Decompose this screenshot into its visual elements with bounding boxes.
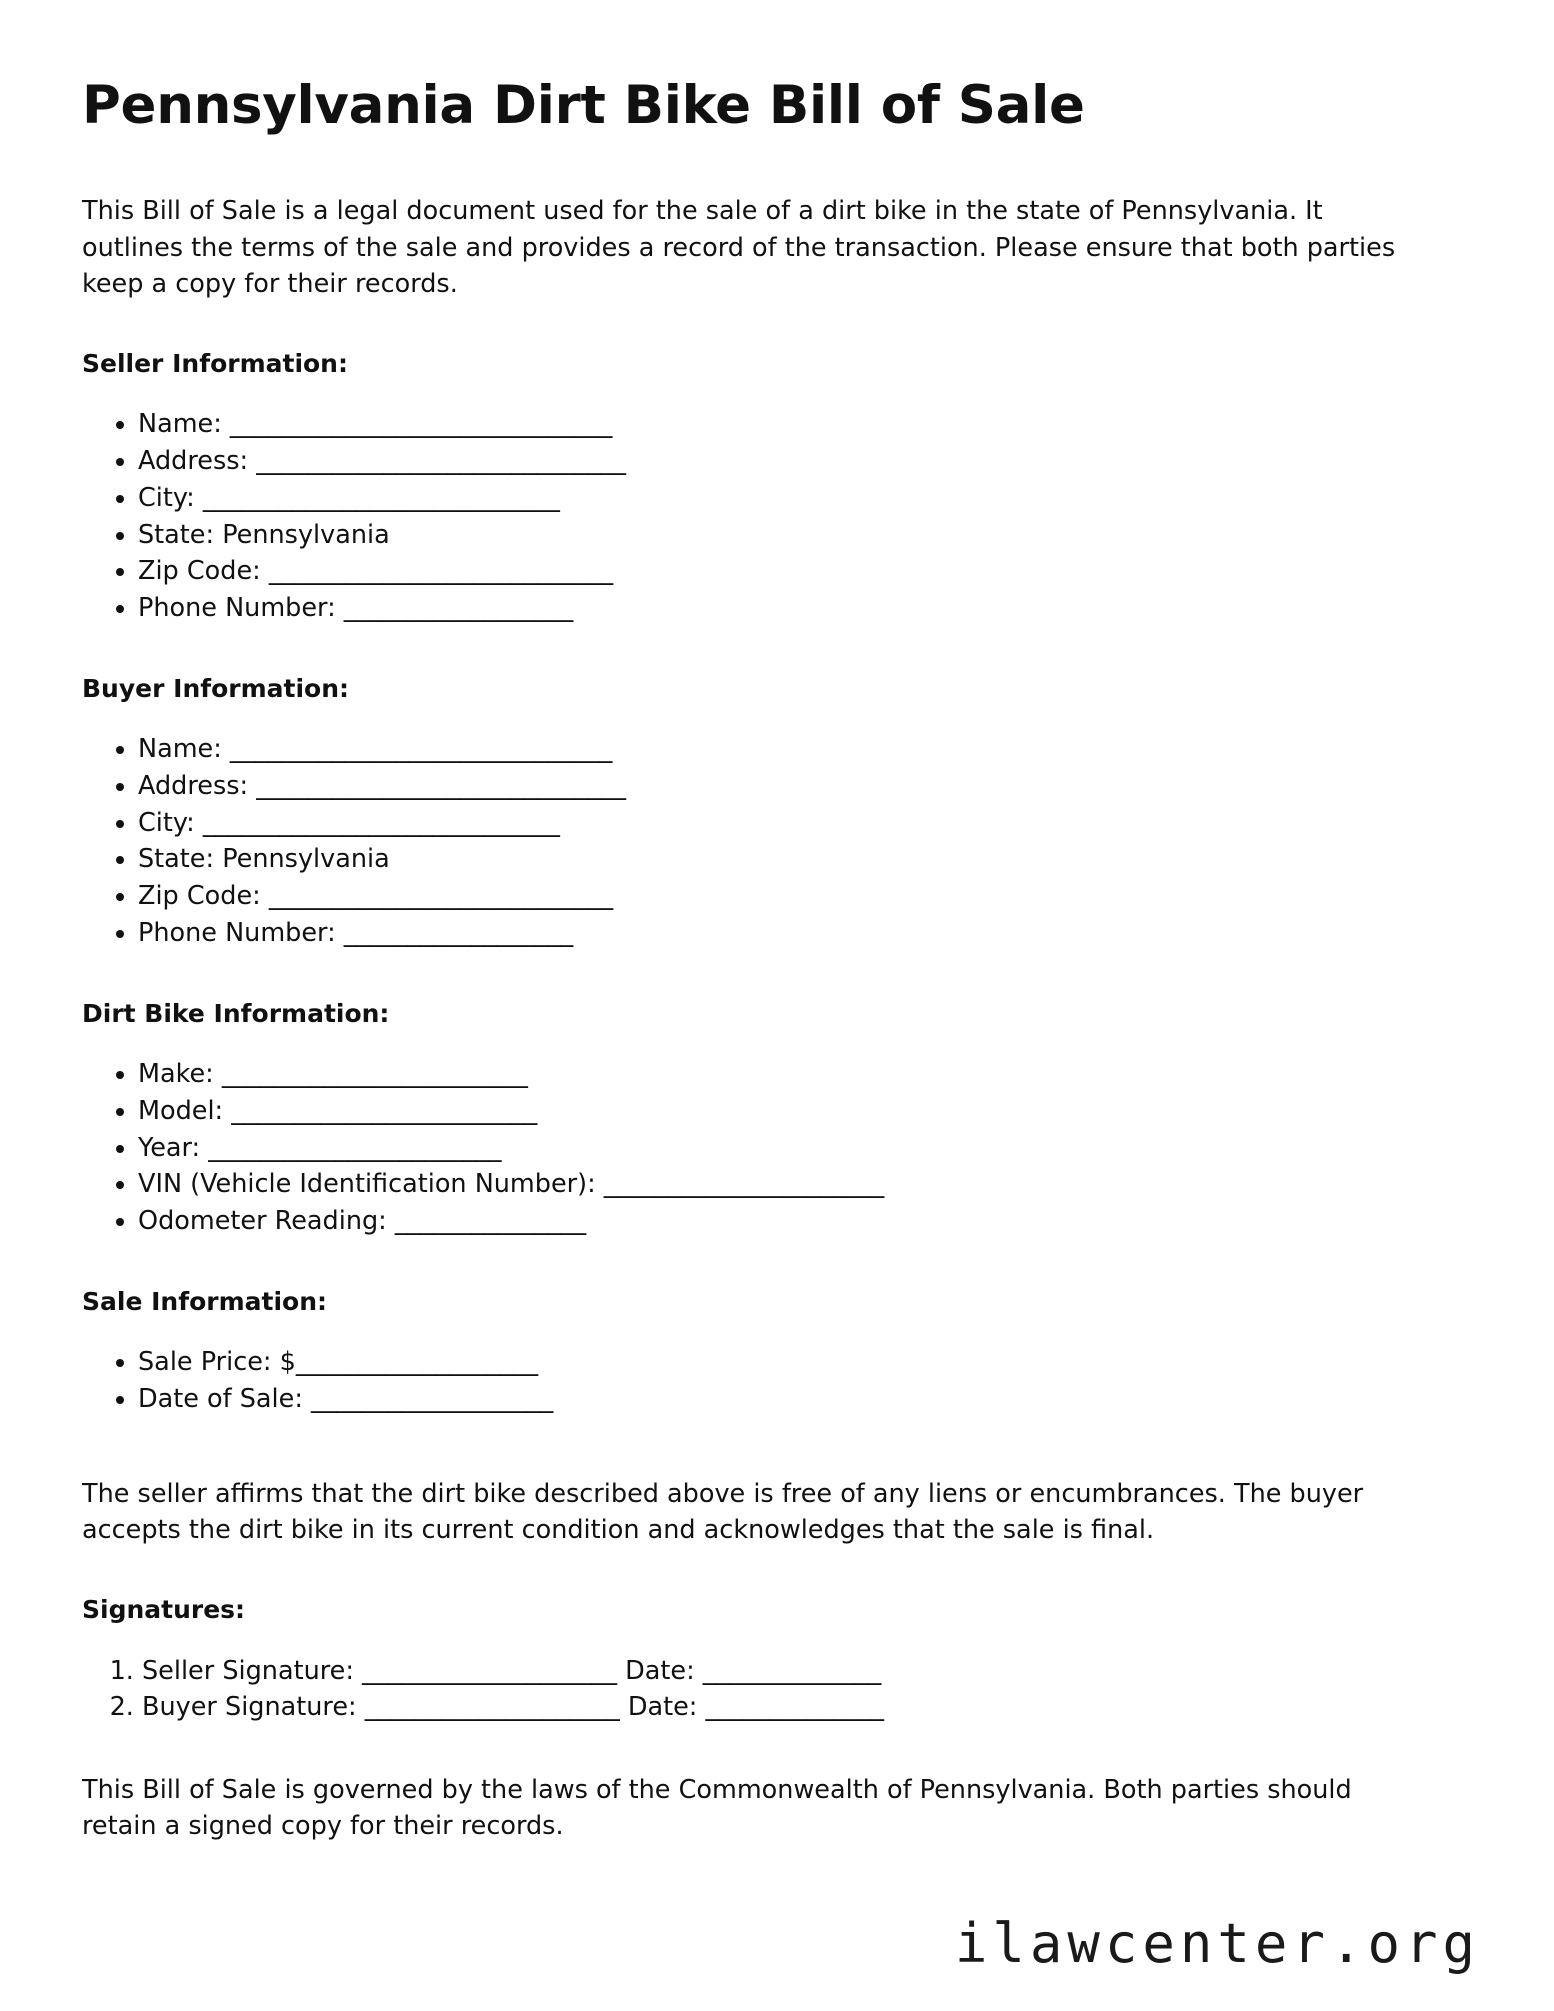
list-item: • Date of Sale: ___________________ [138,1381,1462,1418]
page-title: Pennsylvania Dirt Bike Bill of Sale [82,75,1085,136]
list-item: • Address: _____________________________ [138,768,1462,805]
signatures-heading: Signatures: [82,1595,246,1625]
list-item: • Phone Number: __________________ [138,590,1462,627]
list-item: • Zip Code: ___________________________ [138,878,1462,915]
list-item: • Name: ______________________________ [138,406,1462,443]
list-item: 2. Buyer Signature: ____________________ Date: ______________ [142,1689,1462,1726]
seller-information-heading: Seller Information: [82,348,348,378]
list-item: • Name: ______________________________ [138,731,1462,768]
signatures-list [82,1653,1462,1726]
intro-paragraph: This Bill of Sale is a legal document used for the sale of a dirt bike in the state of Pennsylvania. It outlines the terms of the sale and provides a record of the transaction. Please ensure that both parties keep a copy for their records. [82,196,1396,299]
list-item: • City: ____________________________ [138,805,1462,842]
list-item: • City: ____________________________ [138,480,1462,517]
document-body [82,76,1462,1844]
buyer-information-list [82,731,1462,951]
list-item: • Sale Price: $___________________ [138,1344,1462,1381]
sale-information-list [82,1344,1462,1417]
list-item: • Phone Number: __________________ [138,915,1462,952]
list-item: • Address: _____________________________ [138,443,1462,480]
site-watermark: ilawcenter.org [954,1912,1480,1975]
dirt-bike-information-list [82,1056,1462,1240]
buyer-information-heading: Buyer Information: [82,673,350,703]
list-item: 1. Seller Signature: ____________________ Date: ______________ [142,1653,1462,1690]
list-item: • Year: _______________________ [138,1130,1462,1167]
governing-law-paragraph: This Bill of Sale is governed by the laws of the Commonwealth of Pennsylvania. Both parties should retain a signed copy for their records. [82,1774,1352,1842]
list-item: • Zip Code: ___________________________ [138,553,1462,590]
list-item: • State: Pennsylvania [138,517,1462,554]
affirmation-paragraph: The seller affirms that the dirt bike described above is free of any liens or encumbrances. The buyer accepts the dirt bike in its current condition and acknowledges that the sale is final. [82,1478,1364,1545]
list-item: • Make: ________________________ [138,1056,1462,1093]
list-item: • State: Pennsylvania [138,841,1462,878]
dirt-bike-information-heading: Dirt Bike Information: [82,998,390,1028]
sale-information-heading: Sale Information: [82,1286,327,1316]
list-item: • VIN (Vehicle Identification Number): ______________________ [138,1166,1462,1203]
seller-information-list [82,406,1462,626]
list-item: • Odometer Reading: _______________ [138,1203,1462,1240]
list-item: • Model: ________________________ [138,1093,1462,1130]
